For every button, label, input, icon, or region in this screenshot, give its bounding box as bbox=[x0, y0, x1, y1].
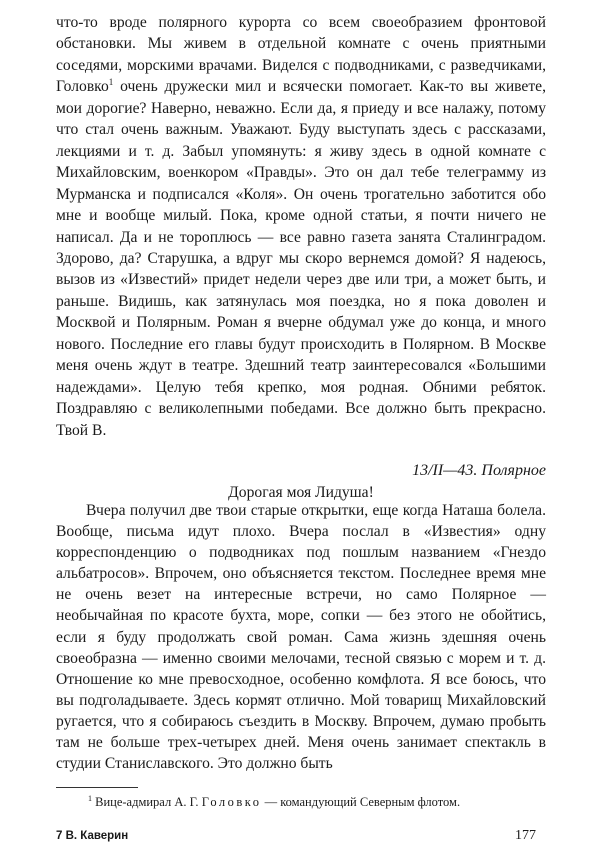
letter-continuation-paragraph bbox=[56, 12, 546, 441]
page-number: 177 bbox=[515, 828, 536, 843]
footnote-text-after: — командующий Северным флотом. bbox=[261, 795, 461, 810]
footnote-reference: 1 bbox=[108, 77, 114, 88]
printer-signature: 7 В. Каверин bbox=[56, 830, 129, 842]
footnote-name: Головко bbox=[201, 795, 262, 810]
letter-body-paragraph: Вчера получил две твои старые открытки, еще когда Наташа болела. Вообще, письма идут плохо. Вчера послал в «Известия» одну корреспонденцию о подводниках под пошлым названием «Гнездо альбатросов». Впрочем, оно объясняется текстом. Последнее время мне не очень везет на интересные встречи, но само Полярное — необычайная по красоте бухта, море, сопки — без этого не обойтись, если я буду продолжать свой роман. Сама жизнь здешняя очень своеобразна — именно своими мелочами, тесной связью с морем и т. д. Отношение ко мне превосходное, особенно комфлота. Я все боюсь, что вы подголадываете. Здесь кормят отлично. Мой товарищ Михайловский ругается, что я собираюсь съездить в Москву. Впрочем, думаю пробыть там не больше трех-четырех дней. Меня очень занимает спектакль в студии Станиславского. Это должно быть bbox=[56, 502, 546, 773]
letter-salutation: Дорогая моя Лидуша! bbox=[228, 484, 374, 501]
footnote-divider bbox=[56, 787, 138, 788]
letter-dateline: 13/II—43. Полярное bbox=[412, 462, 546, 479]
footnote-mark: 1 bbox=[88, 794, 92, 803]
paragraph-text-part1: что-то вроде полярного курорта со всем своеобразием фронтовой обстановки. Мы живем в отдельной комнате с очень приятными соседями, морскими врачами. Виделся с подводниками, с разведчиками, Головко bbox=[56, 14, 546, 96]
footnote bbox=[88, 791, 548, 810]
paragraph-text-part2: очень дружески мил и всячески помогает. Как-то вы живете, мои дорогие? Наверно, неважно. Если да, я приеду и все налажу, потому что стал очень важным. Уважают. Буду выступать здесь с рассказами, лекциями и т. д. Забыл упомянуть: я живу здесь в одной комнате с Михайловским, военкором «Правды». Это он дал тебе телеграмму из Мурманска и подписался «Коля». Он очень трогательно заботится обо мне и вообще милый. Пока, кроме одной статьи, я почти ничего не написал. Да и не тороплюсь — все равно газета занята Сталинградом. Здорово, да? Старушка, а вдруг мы скоро вернемся домой? Я надеюсь, вызов из «Известий» придет недели через две или три, а может быть, и раньше. Видишь, как затянулась моя поездка, но я пока доволен и Москвой и Полярным. Роман я вчерне обдумал уже до конца, и много нового. Последние его главы будут происходить в Полярном. В Москве меня очень ждут в театре. Здешний театр заинтересовался «Большими надеждами». Целую тебя крепко, моя родная. Обними ребяток. Поздравляю с великолепными победами. Все должно быть прекрасно. Твой В. bbox=[56, 78, 546, 439]
footnote-text-before: Вице-адмирал А. Г. bbox=[92, 795, 202, 810]
